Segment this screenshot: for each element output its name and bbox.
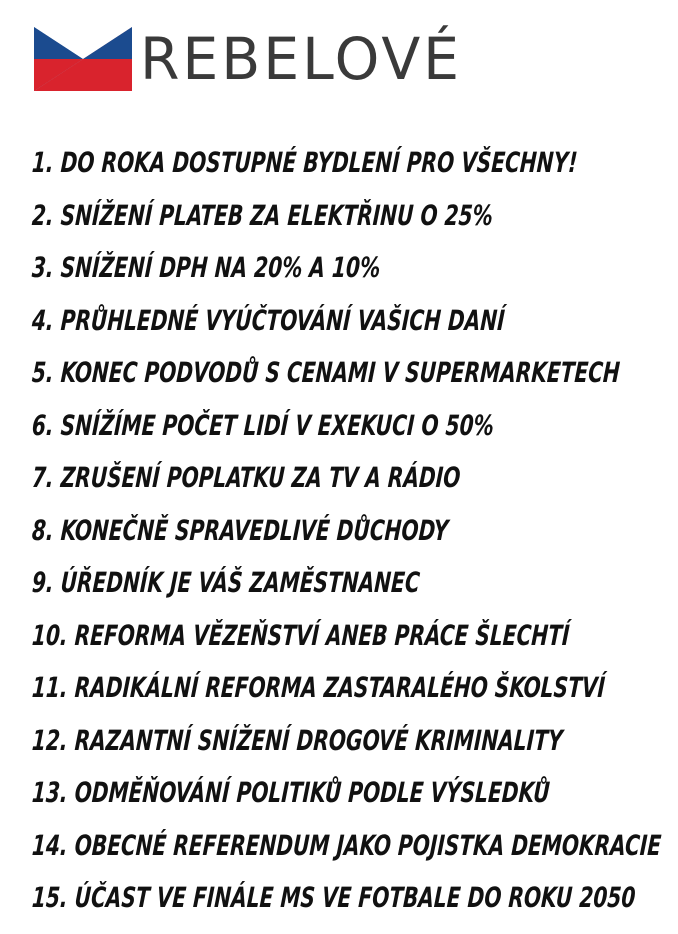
list-item: 8. KONEČNĚ SPRAVEDLIVÉ DŮCHODY: [31, 513, 450, 547]
list-item: 14. OBECNÉ REFERENDUM JAKO POJISTKA DEMOKRACIE: [31, 828, 663, 862]
list-item: 13. ODMĚŇOVÁNÍ POLITIKŮ PODLE VÝSLEDKŮ: [31, 776, 551, 809]
list-item: 5. KONEC PODVODŮ S CENAMI V SUPERMARKETECH: [31, 356, 621, 389]
list-item: 4. PRŮHLEDNÉ VYÚČTOVÁNÍ VAŠICH DANÍ: [31, 303, 506, 337]
brand-name: REBELOVÉ: [140, 25, 463, 93]
list-item: 7. ZRUŠENÍ POPLATKU ZA TV A RÁDIO: [31, 461, 462, 494]
list-item: 12. RAZANTNÍ SNÍŽENÍ DROGOVÉ KRIMINALITY: [31, 723, 564, 757]
list-item: 11. RADIKÁLNÍ REFORMA ZASTARALÉHO ŠKOLSTVÍ: [31, 671, 606, 704]
list-item: 1. DO ROKA DOSTUPNÉ BYDLENÍ PRO VŠECHNY!: [31, 146, 579, 179]
list-item: 6. SNÍŽÍME POČET LIDÍ V EXEKUCI O 50%: [31, 408, 495, 442]
list-item: 10. REFORMA VĚZEŇSTVÍ ANEB PRÁCE ŠLECHTÍ: [31, 618, 571, 652]
logo-header: [34, 24, 469, 94]
list-item: 3. SNÍŽENÍ DPH NA 20% A 10%: [31, 251, 382, 284]
czech-flag-logo-icon: [34, 27, 132, 91]
list-item: 9. ÚŘEDNÍK JE VÁŠ ZAMĚSTNANEC: [31, 566, 421, 599]
program-list: [32, 137, 672, 925]
list-item: 2. SNÍŽENÍ PLATEB ZA ELEKTŘINU O 25%: [31, 198, 494, 232]
list-item: 15. ÚČAST VE FINÁLE MS VE FOTBALE DO ROKU 2050: [31, 881, 637, 914]
